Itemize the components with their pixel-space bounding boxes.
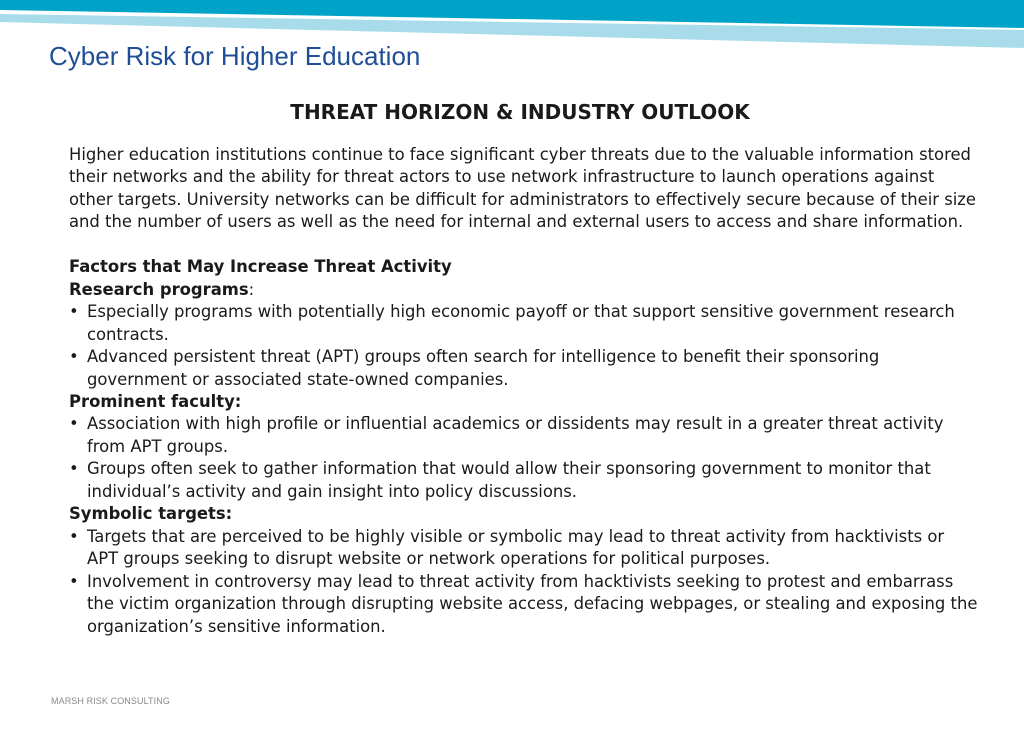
research-title: Research programs — [69, 279, 249, 299]
faculty-bullet-list — [69, 413, 979, 503]
list-item — [69, 571, 979, 638]
bullet-icon: • — [69, 347, 79, 367]
list-item — [69, 526, 979, 571]
slide-title: Cyber Risk for Higher Education — [49, 41, 421, 71]
list-item-text: Groups often seek to gather information that would allow their sponsoring government to monitor that individual’s activity and gain insight into policy discussions. — [87, 459, 931, 501]
section-title-symbolic: Symbolic targets: — [69, 504, 233, 524]
research-title-suffix: : — [248, 279, 255, 299]
section-title-faculty: Prominent faculty: — [69, 391, 242, 411]
symbolic-bullet-list — [69, 526, 979, 638]
list-item — [69, 346, 979, 391]
list-item — [69, 458, 979, 503]
bullet-icon: • — [69, 414, 79, 434]
factors-heading: Factors that May Increase Threat Activity — [69, 257, 452, 277]
bullet-icon: • — [69, 459, 79, 479]
section-heading: THREAT HORIZON & INDUSTRY OUTLOOK — [290, 100, 750, 124]
bullet-icon: • — [69, 302, 79, 322]
list-item-text: Involvement in controversy may lead to threat activity from hacktivists seeking to protest and embarrass the victim organization through disrupting website access, defacing webpages, or stealing and exposing the organization’s sensitive information. — [87, 571, 978, 636]
intro-paragraph: Higher education institutions continue to face significant cyber threats due to the valuable information stored their networks and the ability for threat actors to use network infrastructure to launch operations against other targets. University networks can be difficult for administrators to effectively secure because of their size and the number of users as well as the need for internal and external users to access and share information. — [69, 145, 976, 232]
bullet-icon: • — [69, 526, 79, 546]
research-bullet-list — [69, 301, 979, 391]
section-title-research — [69, 279, 979, 301]
list-item-text: Association with high profile or influential academics or dissidents may result in a greater threat activity from APT groups. — [87, 414, 944, 456]
list-item — [69, 301, 979, 346]
list-item — [69, 413, 979, 458]
list-item-text: Advanced persistent threat (APT) groups often search for intelligence to benefit their sponsoring government or associated state-owned companies. — [87, 347, 880, 389]
body-text — [69, 144, 979, 638]
list-item-text: Especially programs with potentially high economic payoff or that support sensitive government research contracts. — [87, 302, 955, 344]
list-item-text: Targets that are perceived to be highly visible or symbolic may lead to threat activity from hacktivists or APT groups seeking to disrupt website or network operations for political purposes. — [87, 526, 945, 569]
bullet-icon: • — [69, 571, 79, 591]
footer-label: MARSH RISK CONSULTING — [51, 696, 170, 706]
